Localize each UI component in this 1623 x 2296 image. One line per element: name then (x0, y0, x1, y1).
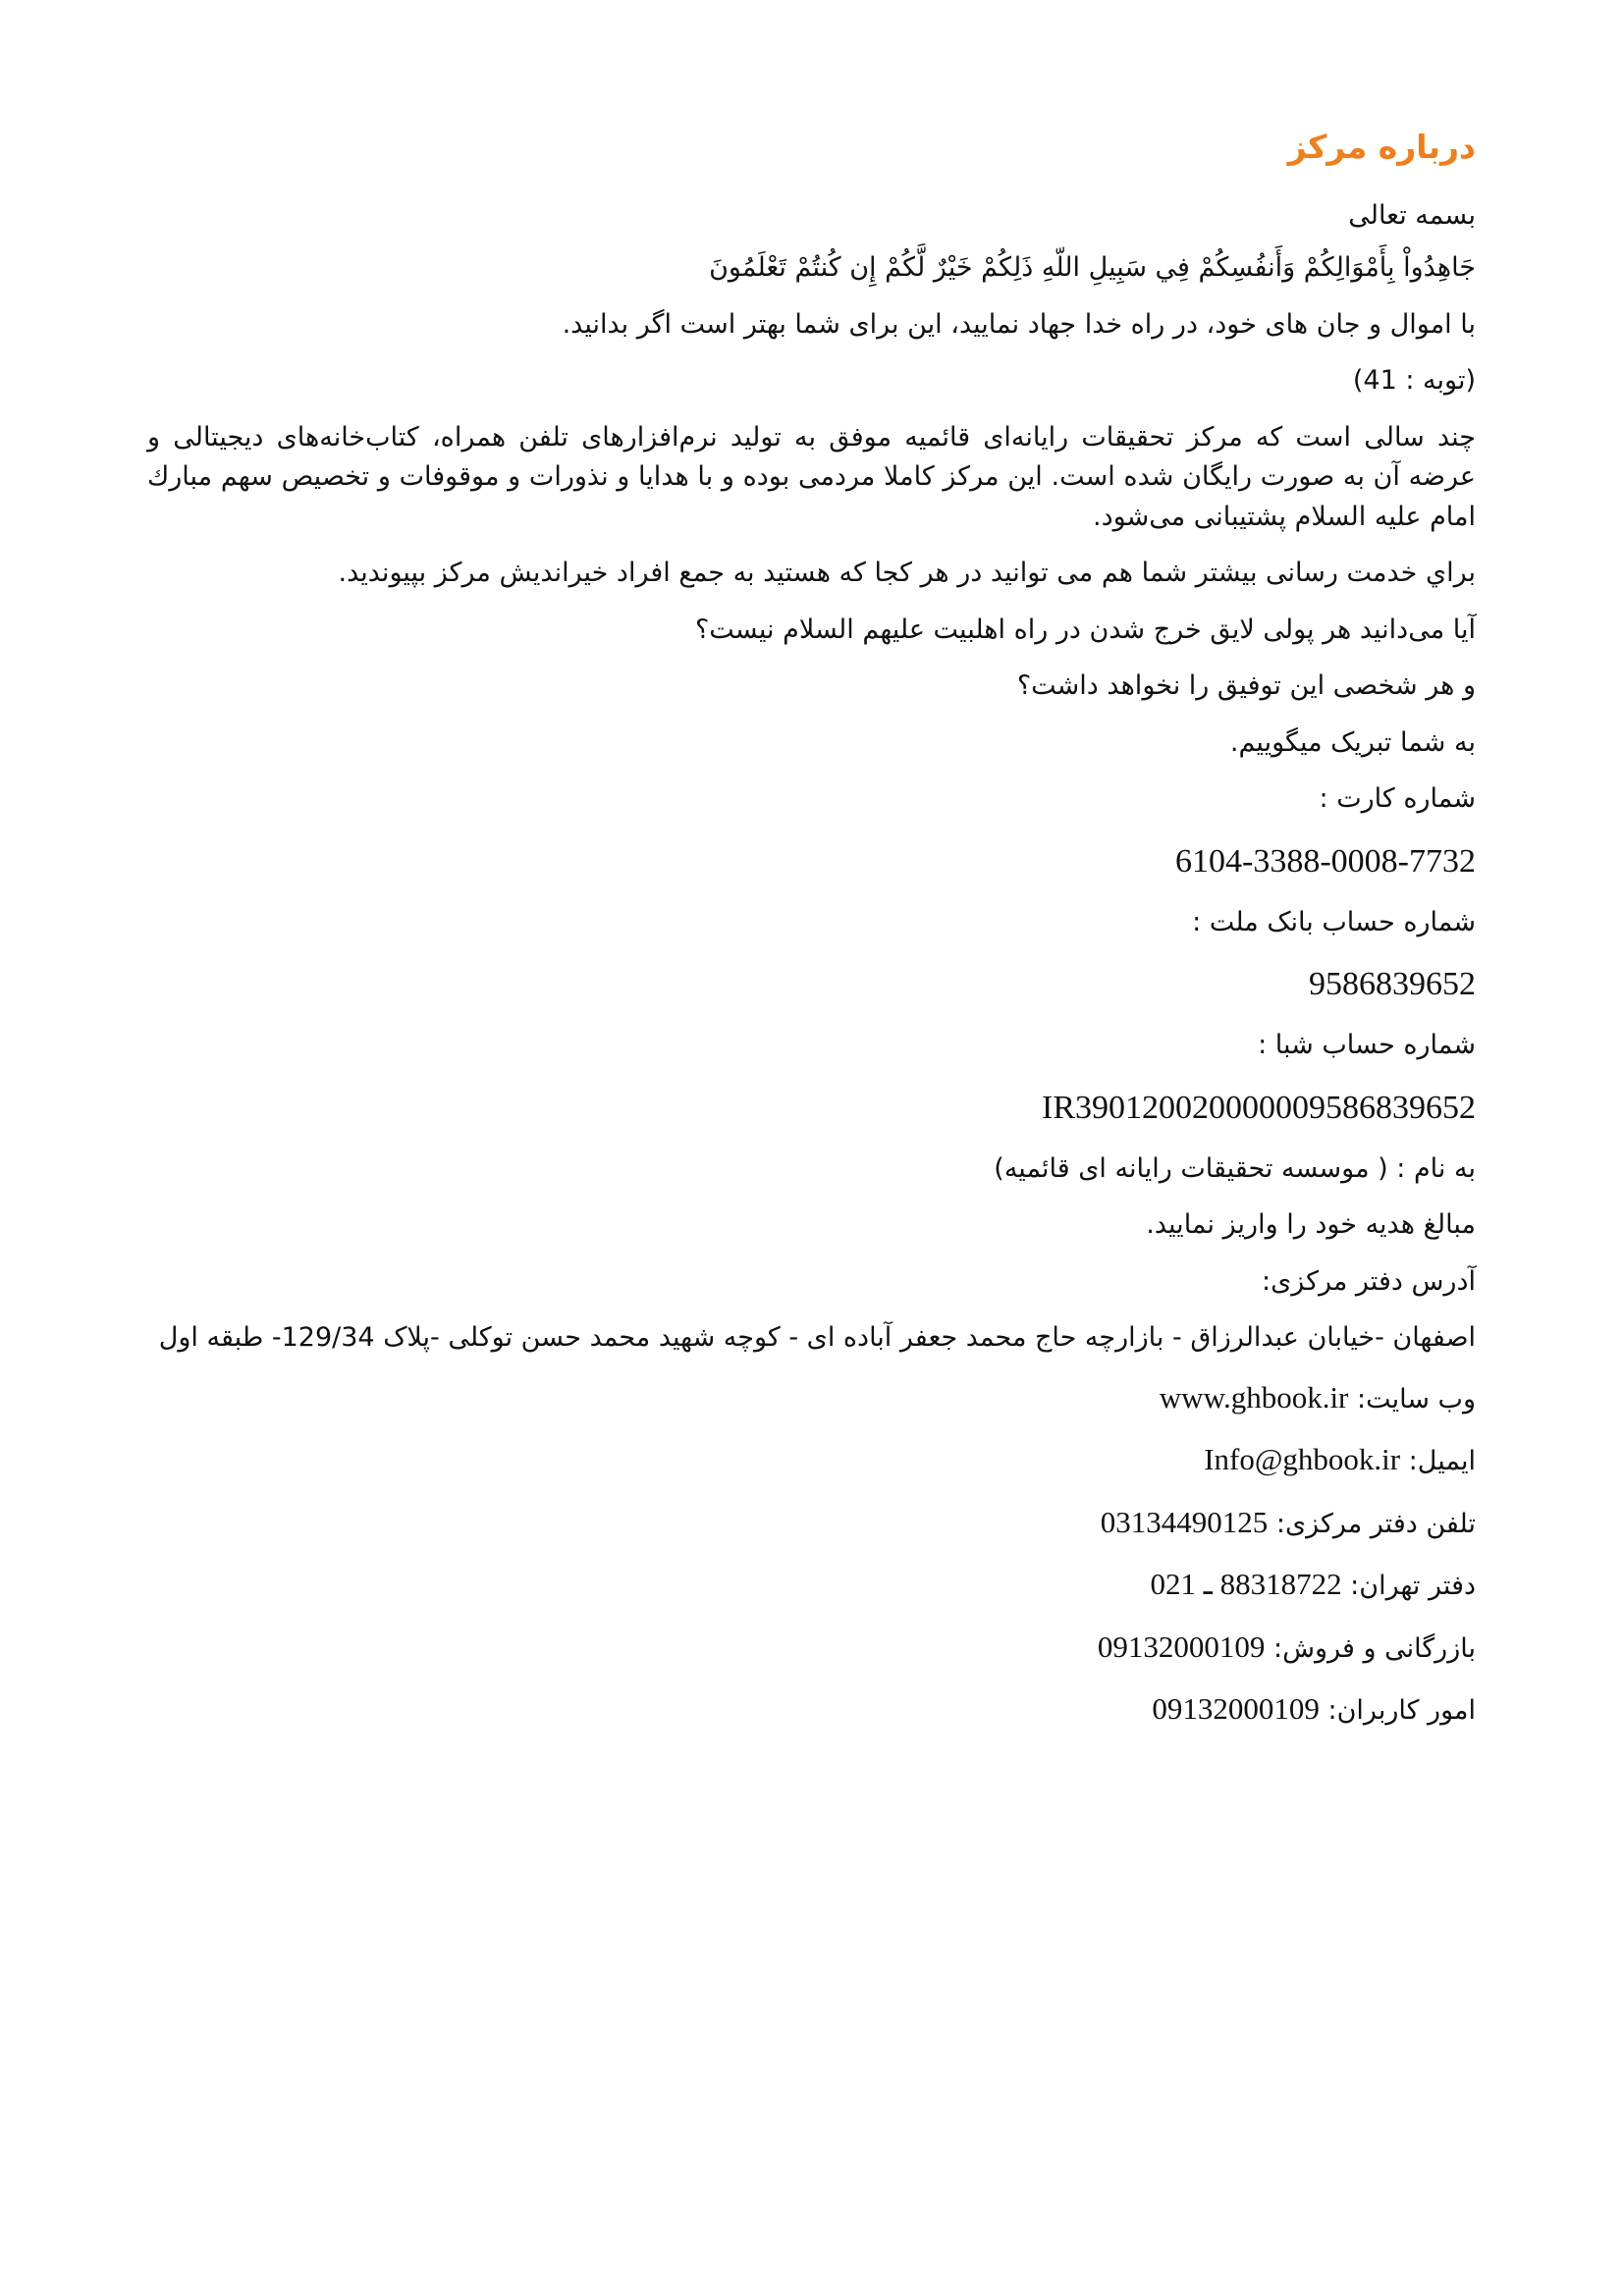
website-link[interactable]: www.ghbook.ir (1159, 1379, 1349, 1415)
users-phone-line (147, 1686, 1476, 1733)
tehran-phone-line (147, 1562, 1476, 1608)
service-line: براي خدمت رسانی بیشتر شما هم می توانید در هر کجا که هستید به جمع افراد خیراندیش مرکز بپیوندید. (338, 558, 1476, 589)
congrats-line: به شما تبریک میگوییم. (1229, 726, 1476, 758)
users-phone-label: امور کاربران: (1327, 1695, 1476, 1727)
question-line-1: آیا می‌دانید هر پولی لایق خرج شدن در راه اهلبیت علیهم السلام نیست؟ (694, 614, 1476, 645)
verse-translation: با اموال و جان های خود، در راه خدا جهاد نمایید، این برای شما بهتر است اگر بدانید. (562, 308, 1476, 340)
card-number: 6104-3388-0008-7732 (1175, 842, 1476, 880)
sales-phone-label: بازرگانی و فروش: (1272, 1632, 1476, 1664)
mellat-account-label: شماره حساب بانک ملت : (1192, 906, 1476, 937)
email-line (147, 1437, 1476, 1483)
email-label: ایمیل: (1408, 1446, 1476, 1477)
account-name-line: به نام : ( موسسه تحقیقات رایانه ای قائمیه) (994, 1152, 1476, 1184)
tehran-phone-label: دفتر تهران: (1350, 1571, 1476, 1602)
intro-paragraph: چند سالی است که مرکز تحقیقات رایانه‌ای قائمیه موفق به تولید نرم‌افزارهای تلفن همراه، کتاب‌خانه‌های دیجیتالی و عرضه آن به صورت رایگان شده است. این مرکز کاملا مردمی بوده و با هدایا و نذورات و موقوفات و تخصیص سهم مبارك امام علیه السلام پشتیبانی می‌شود. (147, 421, 1476, 532)
deposit-line: مبالغ هدیه خود را واریز نمایید. (1146, 1209, 1476, 1241)
page-title: درباره مرکز (1287, 128, 1476, 166)
tehran-phone-value: 88318722 ـ 021 (1150, 1567, 1342, 1602)
quran-verse: جَاهِدُواْ بِأَمْوَالِكُمْ وَأَنفُسِكُمْ فِي سَبِيلِ اللّهِ ذَلِكُمْ خَيْرٌ لَّكُمْ إِن كُنتُمْ تَعْلَمُونَ (709, 252, 1476, 284)
mellat-account-number: 9586839652 (1309, 966, 1476, 1003)
sheba-number: IR390120020000009586839652 (1042, 1089, 1476, 1126)
card-number-label: شماره کارت : (1319, 783, 1476, 815)
verse-reference: (توبه : 41) (1352, 365, 1476, 397)
email-link[interactable]: Info@ghbook.ir (1204, 1442, 1401, 1477)
bismillah-line: بسمه تعالی (1348, 199, 1476, 231)
address-line: اصفهان -خیابان عبدالرزاق - بازارچه حاج محمد جعفر آباده ای - کوچه شهید محمد حسن توکلی -پلاک 129/34- طبقه اول (158, 1322, 1476, 1354)
address-label: آدرس دفتر مرکزی: (1261, 1265, 1476, 1297)
users-phone-value: 09132000109 (1152, 1691, 1320, 1727)
sales-phone-line (147, 1625, 1476, 1671)
website-line (147, 1375, 1476, 1421)
sheba-label: شماره حساب شبا : (1258, 1030, 1476, 1061)
sales-phone-value: 09132000109 (1097, 1629, 1266, 1664)
office-phone-line (147, 1500, 1476, 1546)
office-phone-value: 03134490125 (1100, 1504, 1269, 1539)
website-label: وب سایت: (1356, 1383, 1476, 1415)
about-center-section (147, 128, 1476, 1749)
question-line-2: و هر شخصی این توفیق را نخواهد داشت؟ (1016, 670, 1476, 702)
office-phone-label: تلفن دفتر مرکزی: (1275, 1508, 1476, 1539)
